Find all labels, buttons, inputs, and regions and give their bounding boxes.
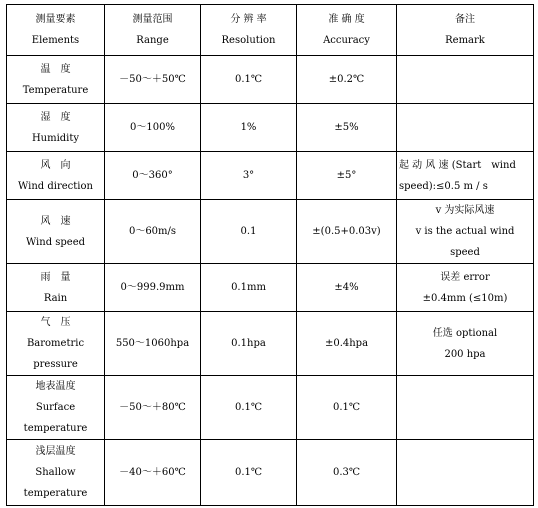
range-cell: 0～360° [105, 152, 201, 200]
header-elements-en: Elements [31, 35, 80, 46]
element-cell [7, 152, 105, 200]
element-cn: 温 度 [40, 63, 71, 75]
accuracy-cell: 0.1℃ [297, 376, 397, 440]
element-en: Humidity [31, 132, 80, 144]
element-cn: 风 速 [40, 215, 71, 227]
element-cell [7, 104, 105, 152]
header-accuracy [297, 5, 397, 56]
table-row [7, 440, 534, 506]
remark-cell [397, 152, 534, 200]
table-row [7, 200, 534, 264]
element-en: Wind direction [18, 180, 93, 192]
range-cell: 550～1060hpa [105, 312, 201, 376]
header-remark-en: Remark [445, 35, 485, 46]
header-resolution-cn: 分 辨 率 [230, 14, 267, 25]
range-cell: －40～＋60℃ [105, 440, 201, 506]
element-en: temperature [23, 488, 88, 499]
accuracy-cell: ±0.2℃ [297, 56, 397, 104]
element-cn: 浅层温度 [35, 446, 76, 457]
resolution-cell: 3° [201, 152, 297, 200]
specifications-table [6, 4, 534, 506]
accuracy-cell: ±0.4hpa [297, 312, 397, 376]
remark-line: ±0.4mm (≤10m) [422, 292, 508, 304]
header-resolution-en: Resolution [221, 35, 276, 46]
range-cell: 0～999.9mm [105, 264, 201, 312]
range-cell: 0～60m/s [105, 200, 201, 264]
accuracy-cell: ±(0.5+0.03v) [297, 200, 397, 264]
element-cn: 气 压 [40, 317, 71, 328]
remark-cell [397, 376, 534, 440]
header-range-cn: 测量范围 [132, 14, 173, 25]
element-en: Wind speed [25, 236, 86, 248]
element-cn: 风 向 [40, 159, 71, 171]
table-row [7, 56, 534, 104]
remark-line: 200 hpa [444, 348, 486, 360]
header-resolution [201, 5, 297, 56]
element-cell [7, 200, 105, 264]
element-cell [7, 56, 105, 104]
element-en: Shallow [35, 467, 76, 478]
remark-cell [397, 312, 534, 376]
range-cell: －50～＋80℃ [105, 376, 201, 440]
remark-line: speed):≤0.5 m / s [399, 180, 488, 192]
accuracy-cell: ±5° [297, 152, 397, 200]
accuracy-cell: 0.3℃ [297, 440, 397, 506]
element-cn: 地表温度 [35, 381, 76, 392]
header-elements [7, 5, 105, 56]
remark-line: 误差 error [440, 271, 490, 283]
element-en: Temperature [22, 84, 89, 96]
table-row [7, 104, 534, 152]
remark-cell [397, 104, 534, 152]
accuracy-cell: ±4% [297, 264, 397, 312]
remark-line: 起 动 风 速 (Start wind [399, 159, 516, 171]
table-row [7, 152, 534, 200]
resolution-cell: 0.1mm [201, 264, 297, 312]
header-elements-cn: 测量要素 [35, 14, 76, 25]
remark-line: v 为实际风速 [435, 205, 495, 216]
element-en: temperature [23, 423, 88, 434]
header-accuracy-cn: 准 确 度 [328, 14, 365, 25]
element-en: Rain [43, 292, 68, 304]
table-row [7, 312, 534, 376]
element-cn: 湿 度 [40, 111, 71, 123]
header-range [105, 5, 201, 56]
element-en: Barometric [26, 338, 85, 349]
header-remark [397, 5, 534, 56]
resolution-cell: 0.1℃ [201, 440, 297, 506]
element-cell [7, 312, 105, 376]
element-cell [7, 440, 105, 506]
remark-cell [397, 200, 534, 264]
table-row [7, 264, 534, 312]
header-accuracy-en: Accuracy [323, 35, 370, 46]
table-row [7, 376, 534, 440]
element-cell [7, 376, 105, 440]
element-cn: 雨 量 [40, 271, 71, 283]
resolution-cell: 0.1℃ [201, 376, 297, 440]
accuracy-cell: ±5% [297, 104, 397, 152]
resolution-cell: 0.1hpa [201, 312, 297, 376]
remark-line: 任选 optional [432, 327, 498, 339]
range-cell: －50～＋50℃ [105, 56, 201, 104]
header-remark-cn: 备注 [455, 14, 475, 25]
remark-line: speed [450, 247, 480, 258]
resolution-cell: 1% [201, 104, 297, 152]
element-en: pressure [33, 359, 78, 370]
header-row [7, 5, 534, 56]
element-en: Surface [35, 402, 76, 413]
header-range-en: Range [136, 35, 169, 46]
remark-cell [397, 264, 534, 312]
remark-cell [397, 56, 534, 104]
remark-cell [397, 440, 534, 506]
element-cell [7, 264, 105, 312]
resolution-cell: 0.1℃ [201, 56, 297, 104]
range-cell: 0～100% [105, 104, 201, 152]
remark-line: v is the actual wind [415, 226, 515, 237]
resolution-cell: 0.1 [201, 200, 297, 264]
